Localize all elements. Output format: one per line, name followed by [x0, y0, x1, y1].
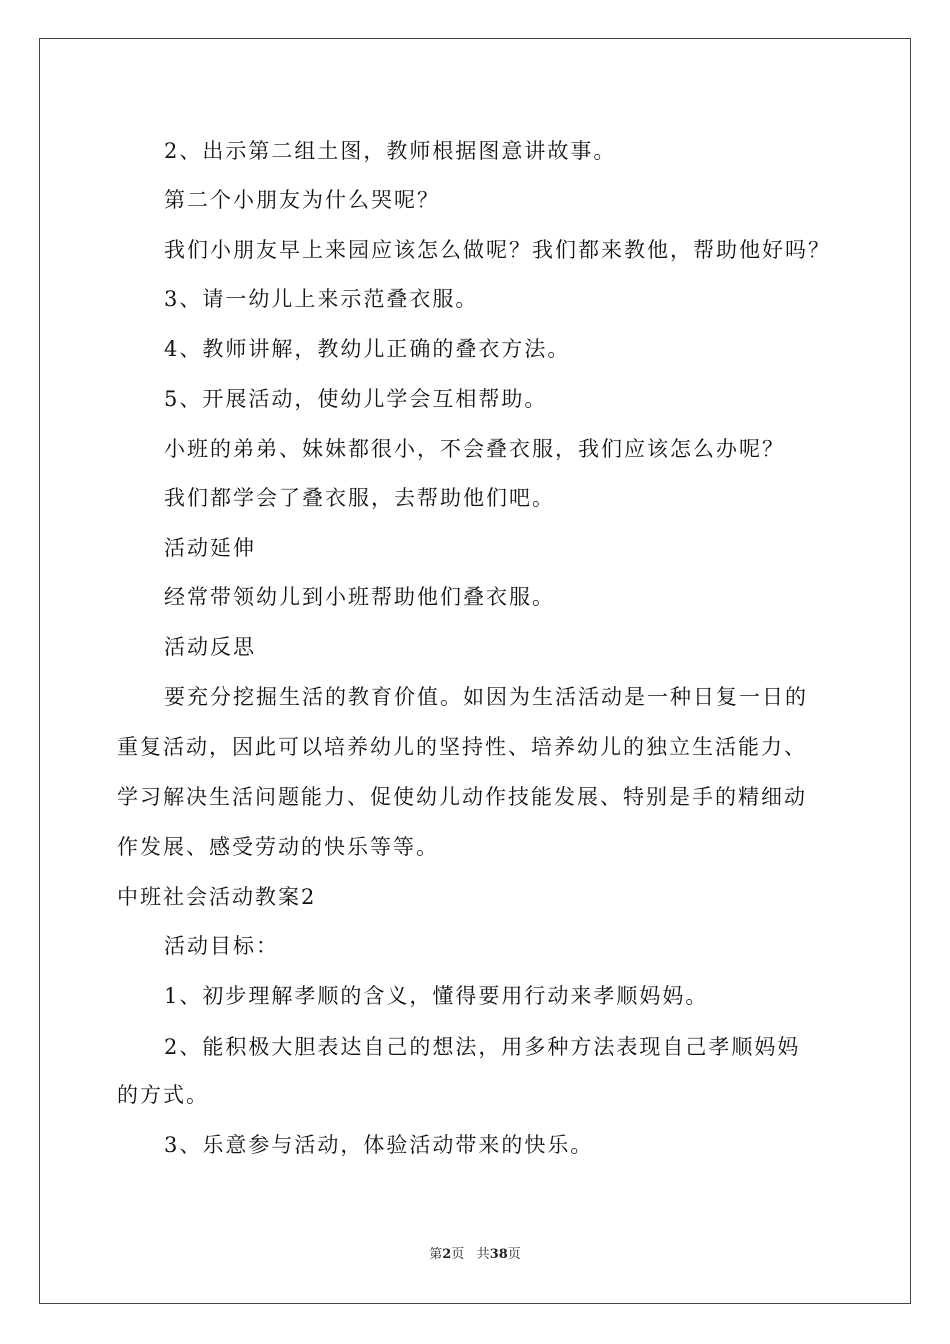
paragraph-line: 5、开展活动，使幼儿学会互相帮助。	[164, 387, 548, 411]
page-suffix: 页	[451, 1247, 465, 1262]
paragraph-line: 3、请一幼儿上来示范叠衣服。	[164, 287, 479, 311]
paragraph-line: 2、能积极大胆表达自己的想法，用多种方法表现自己孝顺妈妈	[164, 1035, 801, 1059]
paragraph-line: 学习解决生活问题能力、促使幼儿动作技能发展、特别是手的精细动	[117, 785, 807, 809]
section-heading: 活动反思	[164, 635, 256, 659]
paragraph-line: 我们小朋友早上来园应该怎么做呢？我们都来教他，帮助他好吗？	[164, 238, 831, 262]
paragraph-line: 的方式。	[117, 1083, 209, 1107]
page-border	[39, 38, 911, 1304]
paragraph-line: 我们都学会了叠衣服，去帮助他们吧。	[164, 486, 555, 510]
total-prefix: 共	[476, 1247, 490, 1262]
section-heading: 活动目标：	[164, 934, 279, 958]
total-suffix: 页	[507, 1247, 521, 1262]
page-footer	[0, 1246, 950, 1264]
page-number: 2	[442, 1247, 452, 1262]
paragraph-line: 重复活动，因此可以培养幼儿的坚持性、培养幼儿的独立生活能力、	[117, 735, 807, 759]
section-heading: 活动延伸	[164, 536, 256, 560]
paragraph-line: 经常带领幼儿到小班帮助他们叠衣服。	[164, 585, 555, 609]
paragraph-line: 4、教师讲解，教幼儿正确的叠衣方法。	[164, 337, 571, 361]
page-prefix: 第	[429, 1247, 443, 1262]
paragraph-line: 要充分挖掘生活的教育价值。如因为生活活动是一种日复一日的	[164, 685, 808, 709]
paragraph-line: 3、乐意参与活动，体验活动带来的快乐。	[164, 1133, 594, 1157]
document-title: 中班社会活动教案2	[117, 885, 317, 909]
paragraph-line: 小班的弟弟、妹妹都很小，不会叠衣服，我们应该怎么办呢？	[164, 437, 785, 461]
paragraph-line: 作发展、感受劳动的快乐等等。	[117, 835, 439, 859]
paragraph-line: 1、初步理解孝顺的含义，懂得要用行动来孝顺妈妈。	[164, 984, 709, 1008]
paragraph-line: 2、出示第二组土图，教师根据图意讲故事。	[164, 139, 617, 163]
total-pages: 38	[489, 1247, 508, 1262]
paragraph-line: 第二个小朋友为什么哭呢？	[164, 188, 440, 212]
